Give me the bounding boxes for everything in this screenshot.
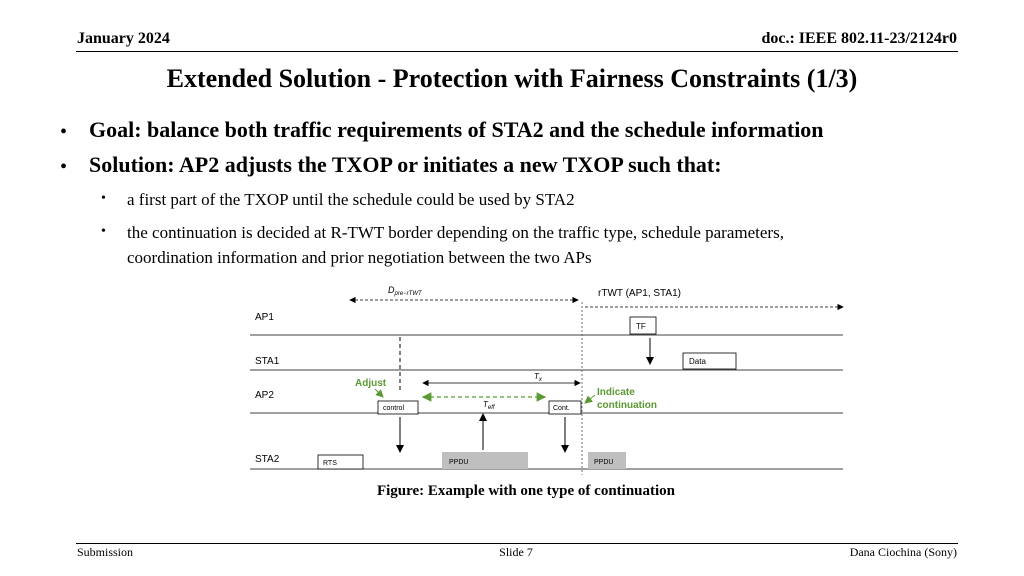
control-label: control [383, 405, 405, 412]
header-doc-id: doc.: IEEE 802.11-23/2124r0 [761, 30, 957, 47]
bullet-goal: Goal: balance both traffic requirements of STA2 and the schedule information [89, 117, 824, 142]
data-label: Data [689, 357, 706, 366]
sub-bullet-continuation-line1: the continuation is decided at R-TWT border depending on the traffic type, schedule parameters, [127, 223, 784, 242]
timing-diagram [245, 282, 850, 477]
sub-bullet-dot: • [101, 224, 106, 239]
bullet-dot: • [60, 121, 68, 143]
d-pre-rtwt-label: $D_{pre-rTWT}$ [388, 285, 422, 297]
sub-bullet-dot: • [101, 191, 106, 206]
tx-label: $T_x$ [534, 372, 542, 383]
cont-label: Cont. [553, 405, 570, 412]
teff-label: $T_{eff}$ [483, 400, 495, 411]
bullet-solution: Solution: AP2 adjusts the TXOP or initiates a new TXOP such that: [89, 152, 722, 177]
ppdu-label-2: PPDU [594, 459, 614, 466]
row-label-sta2: STA2 [255, 454, 280, 465]
slide-title: Extended Solution - Protection with Fairness Constraints (1/3) [166, 64, 858, 93]
sub-bullet-continuation-line2: coordination information and prior negotiation between the two APs [127, 248, 592, 267]
footer-divider [76, 543, 958, 544]
row-label-ap2: AP2 [255, 390, 274, 401]
rtwt-label: rTWT (AP1, STA1) [598, 288, 681, 299]
header-date: January 2024 [77, 30, 170, 47]
sub-bullet-first-part: a first part of the TXOP until the schedule could be used by STA2 [127, 190, 575, 209]
row-label-ap1: AP1 [255, 312, 274, 323]
adjust-arrow [375, 389, 383, 397]
adjust-label: Adjust [355, 378, 387, 389]
indicate-label-1: Indicate [597, 387, 635, 398]
bullet-dot: • [60, 156, 68, 178]
header-divider [76, 51, 958, 52]
footer-author: Dana Ciochina (Sony) [849, 545, 957, 559]
row-label-sta1: STA1 [255, 356, 280, 367]
rts-label: RTS [323, 460, 337, 467]
indicate-arrow [585, 395, 595, 403]
footer-slide-number: Slide 7 [499, 545, 533, 559]
figure-caption: Figure: Example with one type of continuation [376, 483, 676, 499]
tf-label: TF [636, 322, 646, 331]
ppdu-label-1: PPDU [449, 459, 469, 466]
indicate-label-2: continuation [597, 400, 657, 411]
footer-submission: Submission [77, 545, 134, 559]
